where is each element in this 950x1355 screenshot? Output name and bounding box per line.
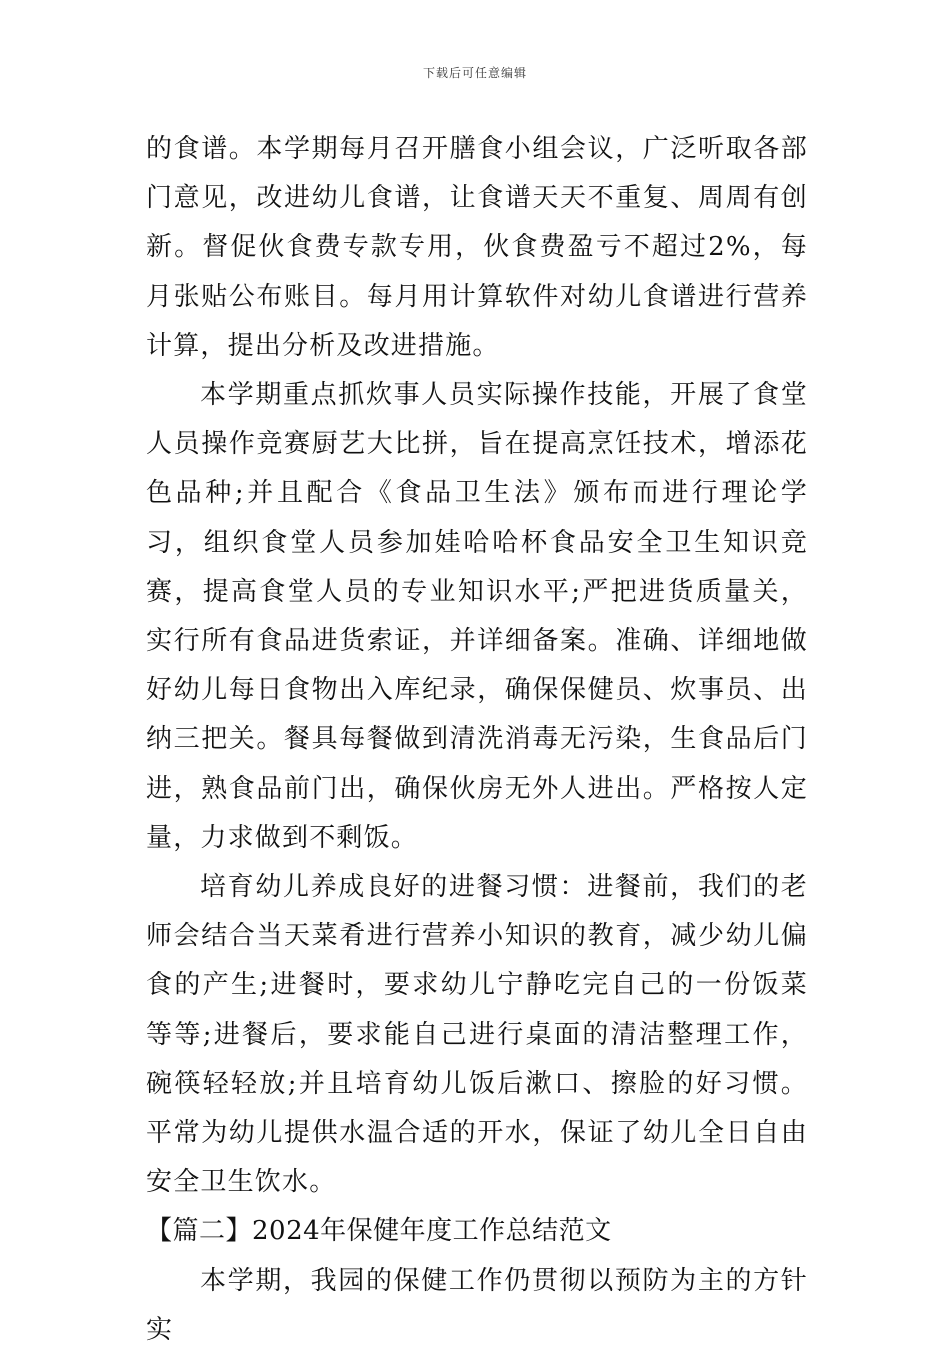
document-body [146, 125, 808, 1355]
paragraph-kitchen-staff: 本学期重点抓炊事人员实际操作技能，开展了食堂人员操作竞赛厨艺大比拼，旨在提高烹饪技术，增添花色品种;并且配合《食品卫生法》颁布而进行理论学习，组织食堂人员参加娃哈哈杯食品安全卫生知识竞赛，提高食堂人员的专业知识水平;严把进货质量关，实行所有食品进货索证，并详细备案。准确、详细地做好幼儿每日食物出入库纪录，确保保健员、炊事员、出纳三把关。餐具每餐做到清洗消毒无污染，生食品后门进，熟食品前门出，确保伙房无外人进出。严格按人定量，力求做到不剩饭。 [146, 380, 808, 853]
page-header: 下载后可任意编辑 [422, 66, 527, 80]
paragraph-menu-continuation: 的食谱。本学期每月召开膳食小组会议，广泛听取各部门意见，改进幼儿食谱，让食谱天天不重复、周周有创新。督促伙食费专款专用，伙食费盈亏不超过2%，每月张贴公布账目。每月用计算软件对幼儿食谱进行营养计算，提出分析及改进措施。 [146, 134, 808, 361]
paragraph-eating-habits: 培育幼儿养成良好的进餐习惯：进餐前，我们的老师会结合当天菜肴进行营养小知识的教育，减少幼儿偏食的产生;进餐时，要求幼儿宁静吃完自己的一份饭菜等等;进餐后，要求能自己进行桌面的清洁整理工作，碗筷轻轻放;并且培育幼儿饭后漱口、擦脸的好习惯。平常为幼儿提供水温合适的开水，保证了幼儿全日自由安全卫生饮水。 [146, 872, 808, 1198]
section-heading: 【篇二】2024年保健年度工作总结范文 [146, 1216, 612, 1247]
paragraph-section-intro: 本学期，我园的保健工作仍贯彻以预防为主的方针实 [146, 1265, 808, 1345]
